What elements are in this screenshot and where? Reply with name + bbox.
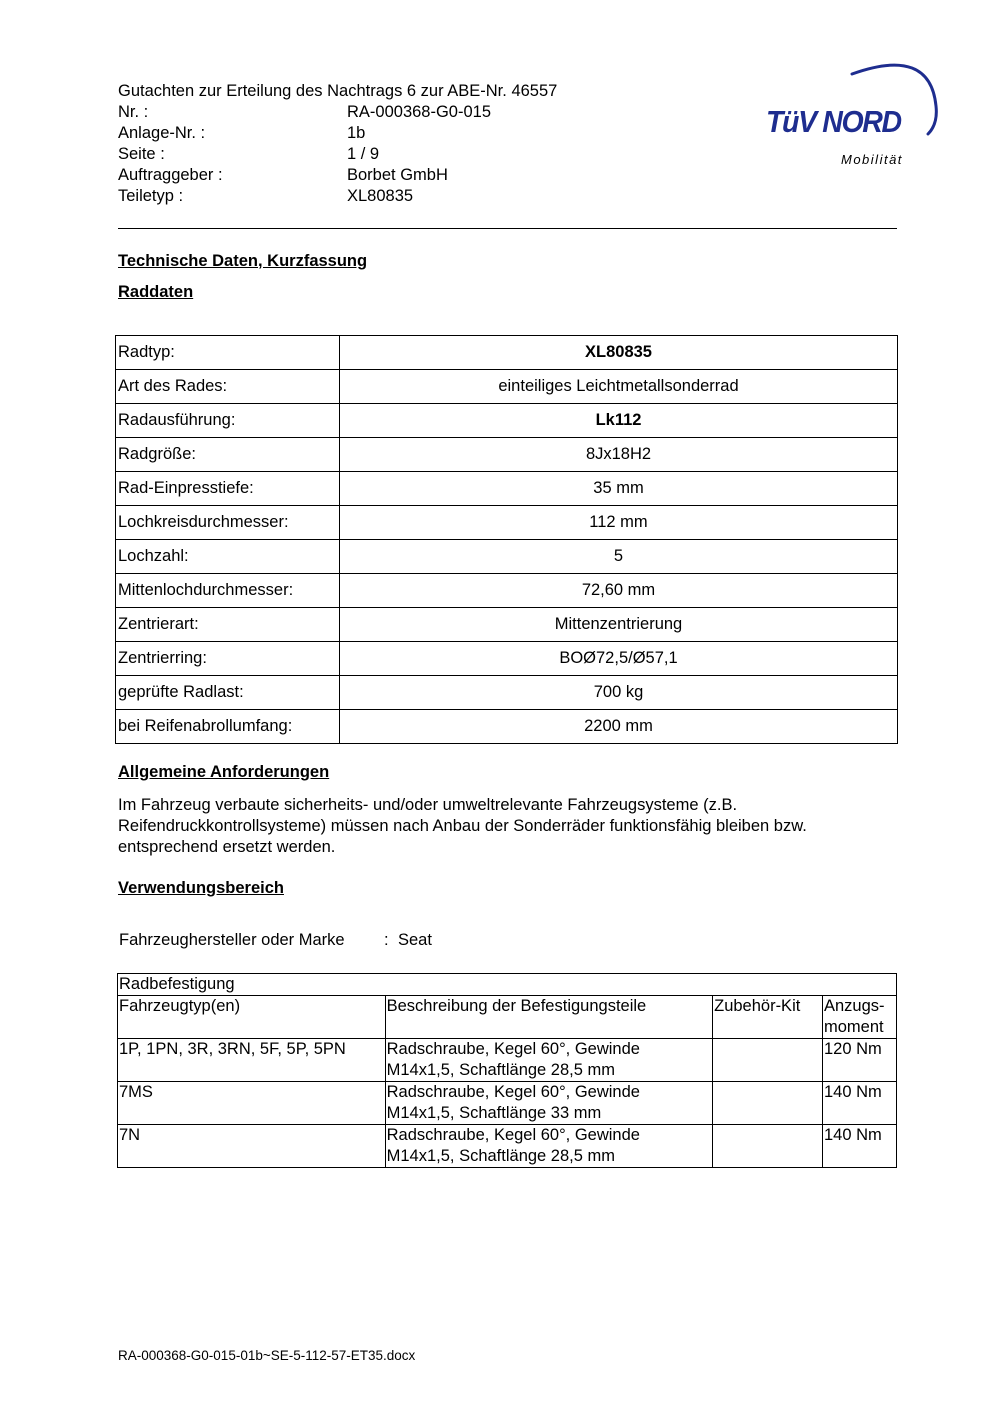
raddaten-label: geprüfte Radlast: — [116, 676, 340, 710]
fahrzeugtyp-cell: 7MS — [118, 1082, 386, 1125]
table-row — [116, 540, 898, 574]
raddaten-value: 8Jx18H2 — [340, 438, 898, 472]
radbefestigung-table — [117, 973, 897, 1168]
beschreibung-cell: Radschraube, Kegel 60°, Gewinde M14x1,5, Schaftlänge 28,5 mm — [385, 1039, 712, 1082]
table-header-row — [118, 996, 897, 1039]
table-row — [118, 1082, 897, 1125]
raddaten-label: Radtyp: — [116, 336, 340, 370]
raddaten-label: Radausführung: — [116, 404, 340, 438]
raddaten-value: einteiliges Leichtmetallsonderrad — [340, 370, 898, 404]
raddaten-label: bei Reifenabrollumfang: — [116, 710, 340, 744]
table-caption-row — [118, 974, 897, 996]
raddaten-value: 112 mm — [340, 506, 898, 540]
table-row — [118, 1039, 897, 1082]
anzugsmoment-cell: 140 Nm — [823, 1082, 897, 1125]
footer-filename: RA-000368-G0-015-01b~SE-5-112-57-ET35.docx — [118, 1348, 416, 1363]
column-header: Zubehör-Kit — [713, 996, 823, 1039]
table-row — [116, 676, 898, 710]
column-header: Beschreibung der Befestigungsteile — [385, 996, 712, 1039]
raddaten-value: 2200 mm — [340, 710, 898, 744]
raddaten-value: 35 mm — [340, 472, 898, 506]
beschreibung-cell: Radschraube, Kegel 60°, Gewinde M14x1,5, Schaftlänge 33 mm — [385, 1082, 712, 1125]
hersteller-value: Seat — [398, 931, 432, 949]
tuev-nord-logo — [760, 56, 940, 171]
column-header: Anzugs-moment — [823, 996, 897, 1039]
raddaten-value: Lk112 — [340, 404, 898, 438]
table-caption: Radbefestigung — [118, 974, 897, 996]
zubehoer-kit-cell — [713, 1125, 823, 1168]
allgemeine-anforderungen-text: Im Fahrzeug verbaute sicherheits- und/oder umweltrelevante Fahrzeugsysteme (z.B. Reifendruckkontrollsysteme) müssen nach Anbau der Sonderräder funktionsfähig bleiben bzw. entsprechend ersetzt werden. — [118, 796, 807, 856]
header-label: Teiletyp : — [118, 187, 184, 205]
header-label: Nr. : — [118, 103, 149, 121]
header-value: Borbet GmbH — [347, 166, 448, 184]
header-value: RA-000368-G0-015 — [347, 103, 492, 121]
raddaten-label: Lochkreisdurchmesser: — [116, 506, 340, 540]
raddaten-label: Radgröße: — [116, 438, 340, 472]
raddaten-label: Zentrierring: — [116, 642, 340, 676]
raddaten-label: Art des Rades: — [116, 370, 340, 404]
raddaten-table — [115, 335, 898, 744]
raddaten-label: Mittenlochdurchmesser: — [116, 574, 340, 608]
section-title-technische-daten: Technische Daten, Kurzfassung — [118, 252, 368, 270]
logo-brand: TüV NORD — [766, 104, 901, 139]
document-title: Gutachten zur Erteilung des Nachtrags 6 zur ABE-Nr. 46557 — [118, 82, 558, 100]
header-label: Anlage-Nr. : — [118, 124, 206, 142]
header-value: XL80835 — [347, 187, 414, 205]
header-label: Seite : — [118, 145, 165, 163]
table-row — [118, 1125, 897, 1168]
raddaten-label: Lochzahl: — [116, 540, 340, 574]
header-label: Auftraggeber : — [118, 166, 223, 184]
raddaten-value: 5 — [340, 540, 898, 574]
section-title-allgemeine-anforderungen: Allgemeine Anforderungen — [118, 763, 330, 781]
column-header: Fahrzeugtyp(en) — [118, 996, 386, 1039]
header-divider — [118, 228, 897, 229]
zubehoer-kit-cell — [713, 1082, 823, 1125]
raddaten-value: BOØ72,5/Ø57,1 — [340, 642, 898, 676]
table-row — [116, 438, 898, 472]
section-title-raddaten: Raddaten — [118, 283, 194, 301]
table-row — [116, 574, 898, 608]
raddaten-value: Mittenzentrierung — [340, 608, 898, 642]
header-value: 1 / 9 — [347, 145, 380, 163]
hersteller-label: Fahrzeughersteller oder Marke — [119, 931, 345, 949]
anzugsmoment-cell: 140 Nm — [823, 1125, 897, 1168]
hersteller-separator: : — [384, 931, 389, 949]
raddaten-label: Zentrierart: — [116, 608, 340, 642]
raddaten-value: XL80835 — [340, 336, 898, 370]
fahrzeugtyp-cell: 7N — [118, 1125, 386, 1168]
table-row — [116, 506, 898, 540]
section-title-verwendungsbereich: Verwendungsbereich — [118, 879, 284, 897]
table-row — [116, 642, 898, 676]
anzugsmoment-cell: 120 Nm — [823, 1039, 897, 1082]
zubehoer-kit-cell — [713, 1039, 823, 1082]
table-row — [116, 710, 898, 744]
table-row — [116, 608, 898, 642]
beschreibung-cell: Radschraube, Kegel 60°, Gewinde M14x1,5, Schaftlänge 28,5 mm — [385, 1125, 712, 1168]
raddaten-value: 700 kg — [340, 676, 898, 710]
table-row — [116, 404, 898, 438]
header-value: 1b — [347, 124, 366, 142]
table-row — [116, 336, 898, 370]
raddaten-label: Rad-Einpresstiefe: — [116, 472, 340, 506]
table-row — [116, 472, 898, 506]
raddaten-value: 72,60 mm — [340, 574, 898, 608]
table-row — [116, 370, 898, 404]
logo-subtitle: Mobilität — [841, 152, 903, 167]
fahrzeugtyp-cell: 1P, 1PN, 3R, 3RN, 5F, 5P, 5PN — [118, 1039, 386, 1082]
